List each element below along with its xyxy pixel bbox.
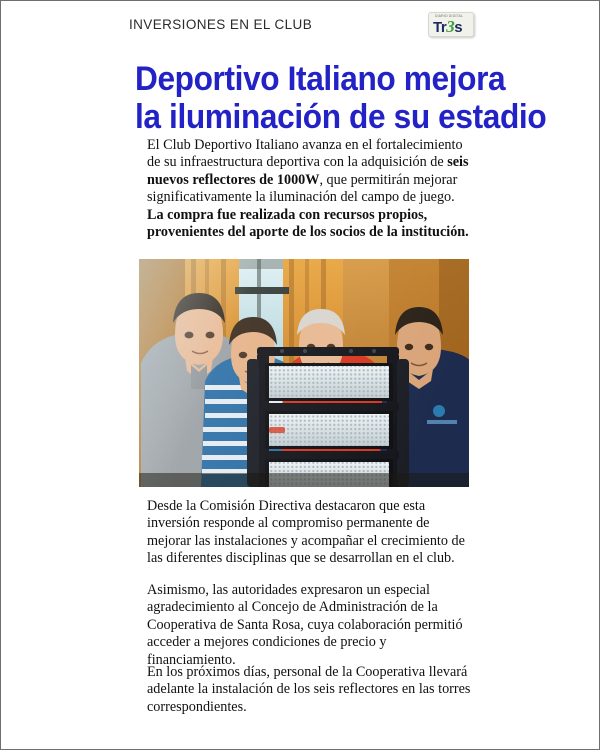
body-paragraph-4 xyxy=(147,664,477,716)
lead-text-after: , que permitirán mejorar significativamente la iluminación del campo de juego. xyxy=(147,171,458,206)
article-photo xyxy=(139,259,469,487)
paragraph-3-text: Asimismo, las autoridades expresaron un especial agradecimiento al Concejo de Administración de la Cooperativa de Santa Rosa, cuya colaboración permitió acceder a mejores condiciones de precio y financiamiento. xyxy=(147,582,463,668)
headline-line-2: la iluminación de su estadio xyxy=(135,97,547,136)
headline-line-1: Deportivo Italiano mejora xyxy=(135,59,506,98)
lead-text xyxy=(147,137,477,207)
page-header xyxy=(129,11,474,37)
paragraph-2-text: Desde la Comisión Directiva destacaron que esta inversión responde al compromiso permanente de mejorar las instalaciones y acompañar el crecimiento de las diferentes disciplinas que se desarrollan en el club. xyxy=(147,498,465,567)
photo-illustration xyxy=(139,259,469,487)
logo-wordmark xyxy=(433,18,462,36)
tres-logo[interactable] xyxy=(428,12,474,37)
page-title xyxy=(135,59,547,136)
lead-bold-phrase: seis nuevos reflectores de 1000W xyxy=(147,154,469,188)
logo-text-three: 3 xyxy=(446,16,455,36)
logo-text-s: s xyxy=(454,18,463,36)
paragraph-4-text: En los próximos días, personal de la Cooperativa llevará adelante la instalación de los seis reflectores en las torres correspondientes. xyxy=(147,664,471,715)
lead-paragraph xyxy=(147,137,477,241)
section-kicker: INVERSIONES EN EL CLUB xyxy=(129,16,313,32)
logo-text-tr: Tr xyxy=(433,18,447,36)
logo-tagline: DIARIO DIGITAL xyxy=(435,13,464,18)
lead-bold-block: La compra fue realizada con recursos propios, provenientes del aporte de los socios de la institución. xyxy=(147,206,469,241)
body-paragraph-3 xyxy=(147,582,477,669)
body-paragraph-2 xyxy=(147,498,477,568)
article-content xyxy=(1,1,599,749)
lead-text-before: El Club Deportivo Italiano avanza en el fortalecimiento de su infraestructura deportiva con la adquisición de xyxy=(147,137,463,171)
